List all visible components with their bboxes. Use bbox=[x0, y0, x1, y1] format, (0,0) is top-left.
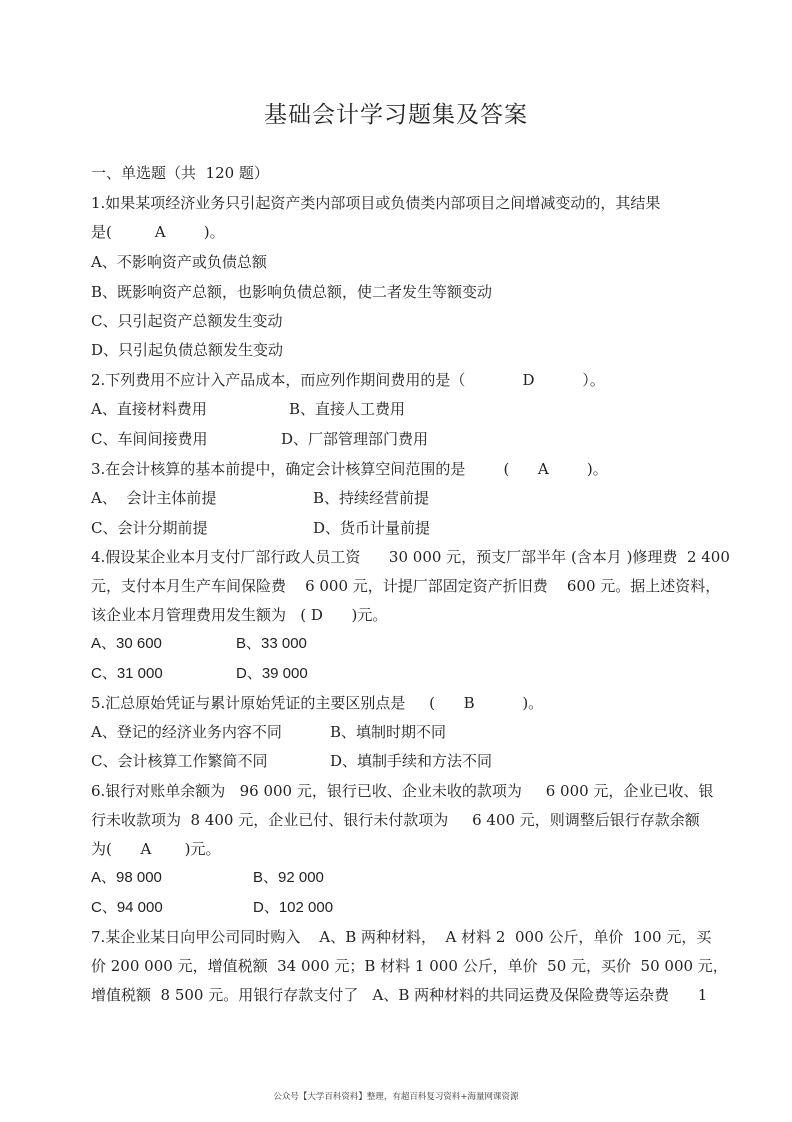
q3-option-c: C、会计分期前提 bbox=[91, 519, 208, 537]
question-6-line-1: 6.银行对账单余额为 96 000 元，银行已收、企业未收的款项为 6 000 元，企业已收、银 bbox=[91, 782, 714, 800]
q5-option-a: A、登记的经济业务内容不同 bbox=[91, 723, 282, 741]
question-7-line-2: 价 200 000 元，增值税额 34 000 元；B 材料 1 000 公斤，单价 50 元，买价 50 000 元， bbox=[91, 957, 728, 975]
q4-option-d: D、39 000 bbox=[236, 665, 308, 682]
q6-option-a: A、98 000 bbox=[91, 869, 162, 886]
question-6-line-3: 为( A )元。 bbox=[91, 840, 221, 858]
document-title: 基础会计学习题集及答案 bbox=[264, 102, 528, 128]
q3-option-a: A、 会计主体前提 bbox=[91, 489, 217, 507]
q3-option-d: D、货币计量前提 bbox=[313, 519, 431, 537]
question-4-line-2: 元，支付本月生产车间保险费 6 000 元，计提厂部固定资产折旧费 600 元。据上述资料， bbox=[91, 577, 721, 595]
q2-option-a: A、直接材料费用 bbox=[91, 400, 207, 418]
q1-option-b: B、既影响资产总额，也影响负债总额，使二者发生等额变动 bbox=[91, 283, 493, 301]
q2-option-b: B、直接人工费用 bbox=[289, 400, 406, 418]
question-7-line-3: 增值税额 8 500 元。用银行存款支付了 A、B 两种材料的共同运费及保险费等运杂费 1 bbox=[91, 986, 708, 1004]
question-6-line-2: 行未收款项为 8 400 元，企业已付、银行未付款项为 6 400 元，则调整后银行存款余额 bbox=[91, 811, 700, 829]
q4-option-b: B、33 000 bbox=[236, 635, 307, 652]
q2-option-d: D、厂部管理部门费用 bbox=[281, 430, 429, 448]
q6-option-d: D、102 000 bbox=[253, 899, 334, 916]
question-4-line-3: 该企业本月管理费用发生额为 ( D )元。 bbox=[91, 606, 388, 624]
section-heading: 一、单选题（共 120 题） bbox=[91, 164, 269, 182]
question-4-line-1: 4.假设某企业本月支付厂部行政人员工资 30 000 元，预支厂部半年 (含本月 )修理费 2 400 bbox=[91, 548, 730, 566]
q6-option-c: C、94 000 bbox=[91, 899, 163, 916]
q4-option-c: C、31 000 bbox=[91, 665, 163, 682]
q6-option-b: B、92 000 bbox=[253, 869, 324, 886]
question-2-line-1: 2.下列费用不应计入产品成本，而应列作期间费用的是（ D ）。 bbox=[91, 371, 605, 389]
page-footer: 公众号【大学百科资料】整理，有超百科复习资料+海量网课资源 bbox=[273, 1092, 519, 1102]
question-1-line-1: 1.如果某项经济业务只引起资产类内部项目或负债类内部项目之间增减变动的，其结果 bbox=[91, 194, 661, 212]
q3-option-b: B、持续经营前提 bbox=[313, 489, 430, 507]
q4-option-a: A、30 600 bbox=[91, 635, 162, 652]
question-1-line-2: 是( A )。 bbox=[91, 223, 225, 241]
q1-option-c: C、只引起资产总额发生变动 bbox=[91, 312, 283, 330]
question-5-line-1: 5.汇总原始凭证与累计原始凭证的主要区别点是 ( B )。 bbox=[91, 694, 544, 712]
q2-option-c: C、车间间接费用 bbox=[91, 430, 208, 448]
q5-option-b: B、填制时期不同 bbox=[330, 723, 447, 741]
question-7-line-1: 7.某企业某日向甲公司同时购入 A、B 两种材料， A 材料 2 000 公斤，单价 100 元，买 bbox=[91, 928, 712, 946]
q1-option-d: D、只引起负债总额发生变动 bbox=[91, 341, 284, 359]
q5-option-d: D、填制手续和方法不同 bbox=[330, 752, 493, 770]
question-3-line-1: 3.在会计核算的基本前提中，确定会计核算空间范围的是 ( A )。 bbox=[91, 460, 608, 478]
q5-option-c: C、会计核算工作繁简不同 bbox=[91, 752, 268, 770]
q1-option-a: A、不影响资产或负债总额 bbox=[91, 253, 267, 271]
